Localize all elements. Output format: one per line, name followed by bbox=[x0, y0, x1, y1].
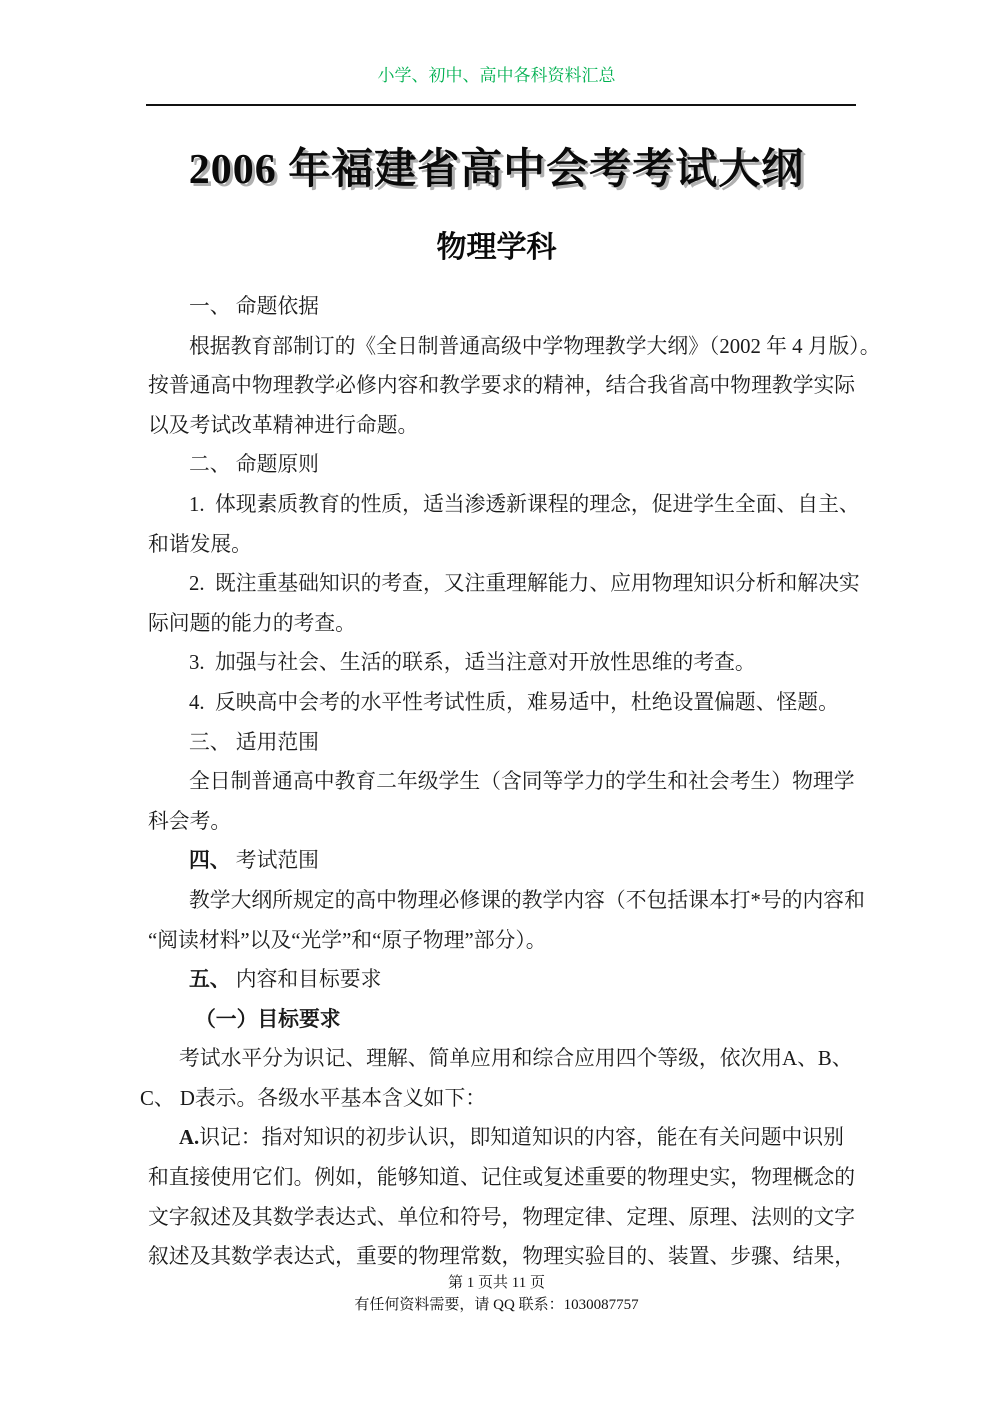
body-line: 根据教育部制订的《全日制普通高级中学物理教学大纲》（2002 年 4 月版）。 bbox=[189, 334, 881, 358]
body-line: 教学大纲所规定的高中物理必修课的教学内容（不包括课本打*号的内容和 bbox=[189, 888, 865, 912]
body-line: 二、 命题原则 bbox=[189, 453, 319, 477]
doc-header bbox=[0, 64, 993, 88]
body-line: A.识记：指对知识的初步认识，即知道知识的内容，能在有关问题中识别 bbox=[179, 1126, 844, 1150]
body-line: 五、 内容和目标要求 bbox=[189, 968, 382, 992]
body-line: “阅读材料”以及“光学”和“原子物理”部分）。 bbox=[148, 928, 547, 952]
header-rule bbox=[146, 104, 856, 106]
doc-footer bbox=[0, 1272, 993, 1316]
body-line: 际问题的能力的考查。 bbox=[148, 611, 356, 635]
body-line: 全日制普通高中教育二年级学生（含同等学力的学生和社会考生）物理学 bbox=[189, 770, 855, 794]
body-line: 和谐发展。 bbox=[148, 532, 252, 556]
body-line: 一、 命题依据 bbox=[189, 295, 319, 318]
body-line: 文字叙述及其数学表达式、单位和符号，物理定律、定理、原理、法则的文字 bbox=[148, 1205, 856, 1229]
body-line: 按普通高中物理教学必修内容和教学要求的精神，结合我省高中物理教学实际 bbox=[148, 374, 856, 398]
body-line: 3. 加强与社会、生活的联系，适当注意对开放性思维的考查。 bbox=[189, 651, 756, 675]
page-number: 第 1 页共 11 页 bbox=[448, 1275, 545, 1291]
body-line: 2. 既注重基础知识的考查，又注重理解能力、应用物理知识分析和解决实 bbox=[189, 572, 860, 596]
header-resource-link: 小学、初中、高中各科资料汇总 bbox=[377, 66, 616, 85]
body-line: 三、 适用范围 bbox=[189, 730, 319, 754]
body-line: （一）目标要求 bbox=[195, 1007, 341, 1031]
body-line: 以及考试改革精神进行命题。 bbox=[148, 413, 419, 437]
body-line: C、 D表示。各级水平基本含义如下： bbox=[140, 1086, 487, 1110]
doc-body bbox=[140, 287, 881, 1277]
body-line: 四、 考试范围 bbox=[189, 849, 319, 873]
doc-subtitle: 物理学科 bbox=[436, 231, 557, 264]
body-line: 和直接使用它们。例如，能够知道、记住或复述重要的物理史实，物理概念的 bbox=[148, 1166, 856, 1190]
doc-title: 2006 年福建省高中会考考试大纲 bbox=[188, 147, 805, 193]
body-line: 考试水平分为识记、理解、简单应用和综合应用四个等级，依次用A、B、 bbox=[179, 1047, 853, 1071]
body-line: 1. 体现素质教育的性质，适当渗透新课程的理念，促进学生全面、自主、 bbox=[189, 492, 860, 516]
body-line: 科会考。 bbox=[148, 809, 232, 833]
contact-info: 有任何资料需要，请 QQ 联系：1030087757 bbox=[354, 1297, 639, 1313]
body-line: 4. 反映高中会考的水平性考试性质，难易适中，杜绝设置偏题、怪题。 bbox=[189, 690, 839, 714]
body-line: 叙述及其数学表达式，重要的物理常数，物理实验目的、装置、步骤、结果， bbox=[148, 1245, 856, 1269]
